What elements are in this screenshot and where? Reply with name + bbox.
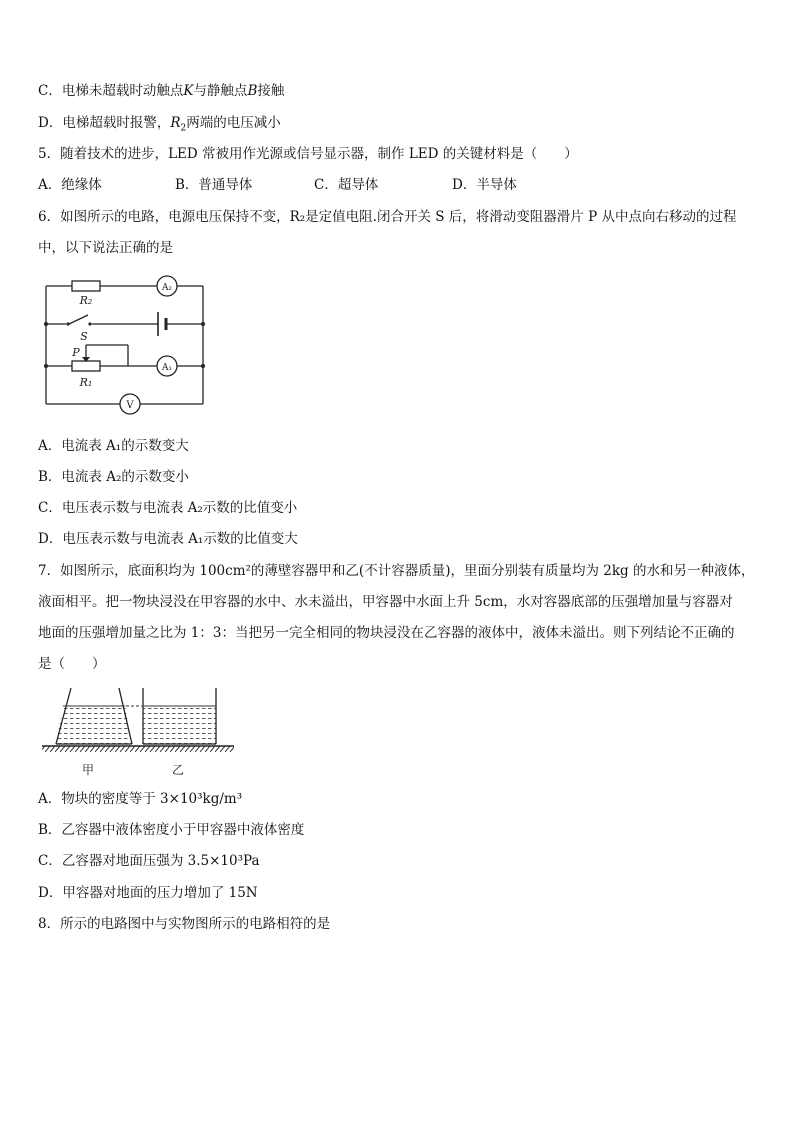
q7-label-jia: 甲 <box>81 763 95 777</box>
q4-option-c-b: B <box>247 83 258 99</box>
q4-option-c-text: C．电梯未超载时动触点 <box>38 83 184 99</box>
q7-option-c: C．乙容器对地面压强为 3.5×10³Pa <box>38 853 260 869</box>
q7-option-d: D．甲容器对地面的压力增加了 15N <box>38 885 258 901</box>
q6-option-a: A．电流表 A₁的示数变大 <box>38 438 189 454</box>
q6-circuit-diagram <box>40 270 212 420</box>
q7-container-diagram <box>40 686 240 778</box>
q4-option-d-sub: 2 <box>180 123 187 134</box>
q4-option-d-post: 两端的电压减小 <box>186 115 281 131</box>
q8-stem: 8．所示的电路图中与实物图所示的电路相符的是 <box>38 916 331 932</box>
q4-option-d <box>38 114 281 138</box>
q7-label-yi: 乙 <box>171 763 185 777</box>
q5-option-c: C．超导体 <box>314 177 379 193</box>
q6-label-s: S <box>80 330 88 343</box>
q5-stem: 5．随着技术的进步，LED 常被用作光源或信号显示器，制作 LED 的关键材料是（ ） <box>38 146 578 162</box>
q6-option-b: B．电流表 A₂的示数变小 <box>38 469 189 485</box>
q5-option-a: A．绝缘体 <box>38 177 102 193</box>
q6-label-v: V <box>126 400 134 411</box>
q4-option-c-mid: 与静触点 <box>193 83 248 99</box>
q6-label-r1: R₁ <box>79 376 93 389</box>
q6-label-r2: R₂ <box>79 294 93 307</box>
q7-stem-line2: 液面相平。把一物块浸没在甲容器的水中、水未溢出，甲容器中水面上升 5cm，水对容器底部的压强增加量与容器对 <box>38 594 733 610</box>
q6-option-c: C．电压表示数与电流表 A₂示数的比值变小 <box>38 500 298 516</box>
q6-stem-line1: 6．如图所示的电路，电源电压保持不变，R₂是定值电阻.闭合开关 S 后，将滑动变阻器滑片 P 从中点向右移动的过程 <box>38 209 737 225</box>
q6-label-a2: A₂ <box>161 283 173 293</box>
q5-option-b: B．普通导体 <box>175 177 253 193</box>
q4-option-c-post: 接触 <box>257 83 285 99</box>
q6-option-d: D．电压表示数与电流表 A₁示数的比值变大 <box>38 531 298 547</box>
q6-label-a1: A₁ <box>161 363 173 373</box>
q7-stem-line1: 7．如图所示，底面积均为 100cm²的薄壁容器甲和乙(不计容器质量)，里面分别装有质量均为 2kg 的水和另一种液体， <box>38 563 755 579</box>
q4-option-c-k: K <box>183 83 194 99</box>
q7-option-b: B．乙容器中液体密度小于甲容器中液体密度 <box>38 822 305 838</box>
q4-option-d-r: R <box>170 115 181 131</box>
q5-option-d: D．半导体 <box>452 177 517 193</box>
q6-label-p: P <box>72 346 80 359</box>
q7-stem-line4: 是（ ） <box>38 656 106 672</box>
q7-stem-line3: 地面的压强增加量之比为 1：3：当把另一完全相同的物块浸没在乙容器的液体中，液体未溢出。则下列结论不正确的 <box>38 625 735 641</box>
q6-stem-line2: 中，以下说法正确的是 <box>38 240 173 256</box>
q4-option-c <box>38 82 284 100</box>
q7-option-a: A．物块的密度等于 3×10³kg/m³ <box>38 791 243 807</box>
q4-option-d-text: D．电梯超载时报警， <box>38 115 171 131</box>
